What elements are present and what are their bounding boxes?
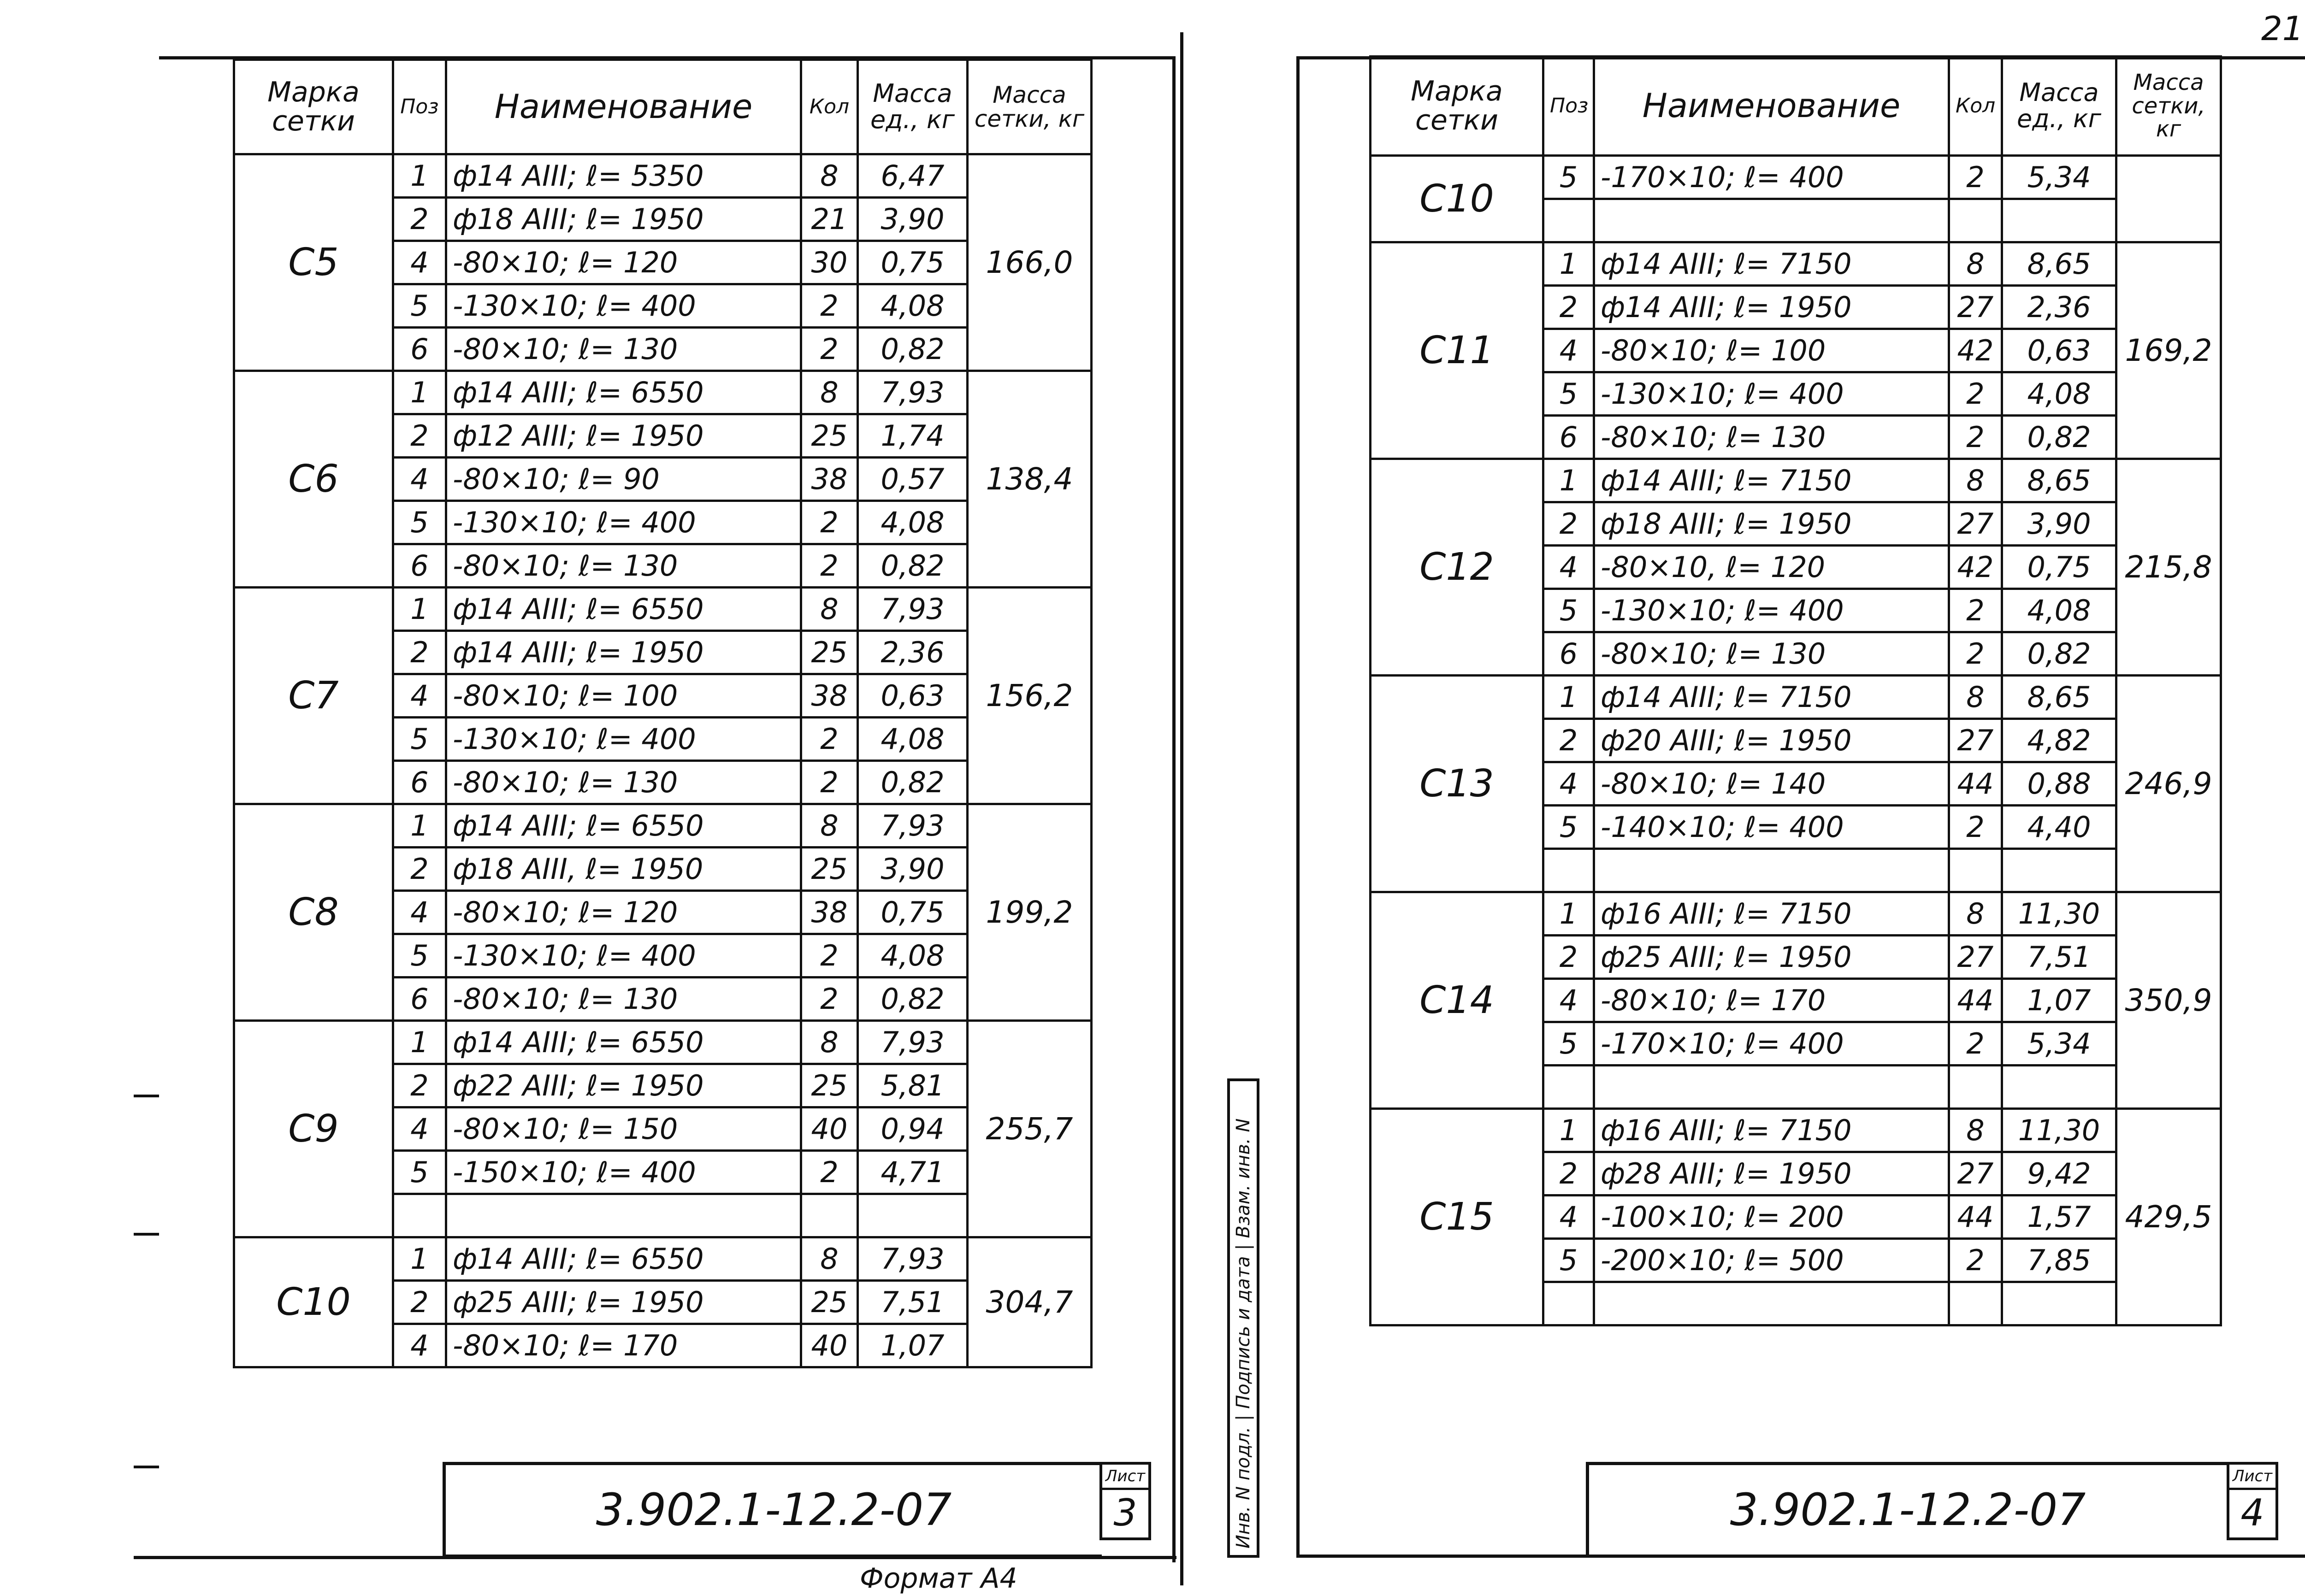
quantity-cell: 25 xyxy=(801,848,858,891)
item-name-cell: ф14 AIII; ℓ= 6550 xyxy=(446,1021,801,1064)
right-sheet-label: Лист xyxy=(2229,1465,2275,1490)
mesh-mass-cell: 156,2 xyxy=(968,588,1092,804)
position-cell: 2 xyxy=(393,1281,446,1324)
left-margin-tick xyxy=(134,1095,159,1097)
quantity-cell: 2 xyxy=(801,718,858,761)
item-name-cell: ф14 AIII; ℓ= 5350 xyxy=(446,154,801,198)
position-cell: 4 xyxy=(1543,762,1594,806)
left-document-code: 3.902.1-12.2-07 xyxy=(596,1484,952,1536)
unit-mass-cell: 7,93 xyxy=(858,371,968,414)
item-name-cell: -150×10; ℓ= 400 xyxy=(446,1151,801,1194)
position-cell: 1 xyxy=(393,804,446,848)
mesh-mark-cell: C8 xyxy=(234,804,393,1021)
quantity-cell: 8 xyxy=(801,804,858,848)
quantity-cell: 44 xyxy=(1949,979,2002,1022)
position-cell: 4 xyxy=(1543,546,1594,589)
quantity-cell: 8 xyxy=(801,588,858,631)
quantity-cell: 8 xyxy=(801,1237,858,1281)
mesh-mass-cell: 215,8 xyxy=(2116,459,2221,676)
mesh-mark-cell: C12 xyxy=(1371,459,1543,676)
position-cell xyxy=(1543,849,1594,892)
unit-mass-cell: 0,88 xyxy=(2002,762,2116,806)
sheet-divider-line xyxy=(1180,32,1183,1585)
mesh-mark-cell: C13 xyxy=(1371,676,1543,892)
table-row xyxy=(1371,676,2221,719)
quantity-cell: 25 xyxy=(801,1281,858,1324)
header-mark: Марка сетки xyxy=(234,60,393,154)
unit-mass-cell: 4,71 xyxy=(858,1151,968,1194)
mesh-mass-cell: 429,5 xyxy=(2116,1109,2221,1325)
left-stamp-block xyxy=(443,1462,1102,1558)
item-name-cell: ф22 AIII; ℓ= 1950 xyxy=(446,1064,801,1107)
position-cell: 1 xyxy=(393,154,446,198)
item-name-cell: -80×10; ℓ= 170 xyxy=(446,1324,801,1367)
position-cell: 5 xyxy=(393,284,446,328)
unit-mass-cell: 1,07 xyxy=(2002,979,2116,1022)
item-name-cell: -80×10; ℓ= 90 xyxy=(446,458,801,501)
unit-mass-cell xyxy=(2002,849,2116,892)
format-note: Формат А4 xyxy=(860,1562,1017,1594)
unit-mass-cell: 4,08 xyxy=(2002,372,2116,416)
mesh-mark-cell: C5 xyxy=(234,154,393,371)
item-name-cell: -80×10; ℓ= 170 xyxy=(1594,979,1949,1022)
header-qty: Кол xyxy=(801,60,858,154)
position-cell: 2 xyxy=(393,198,446,241)
position-cell: 5 xyxy=(393,934,446,978)
quantity-cell: 25 xyxy=(801,414,858,458)
position-cell: 2 xyxy=(1543,936,1594,979)
position-cell xyxy=(1543,1282,1594,1325)
position-cell: 2 xyxy=(1543,502,1594,546)
position-cell: 1 xyxy=(393,1021,446,1064)
header-unit-mass: Масса ед., кг xyxy=(2002,57,2116,156)
left-margin-tick xyxy=(134,1233,159,1236)
item-name-cell: -80×10; ℓ= 130 xyxy=(446,544,801,588)
position-cell: 5 xyxy=(1543,1022,1594,1066)
quantity-cell: 25 xyxy=(801,631,858,674)
quantity-cell xyxy=(1949,1066,2002,1109)
header-unit-mass: Масса ед., кг xyxy=(858,60,968,154)
mesh-mass-cell: 246,9 xyxy=(2116,676,2221,892)
item-name-cell: -80×10; ℓ= 150 xyxy=(446,1107,801,1151)
table-row xyxy=(234,1237,1092,1281)
quantity-cell: 8 xyxy=(1949,892,2002,936)
quantity-cell: 27 xyxy=(1949,502,2002,546)
unit-mass-cell: 1,57 xyxy=(2002,1196,2116,1239)
quantity-cell: 27 xyxy=(1949,719,2002,762)
unit-mass-cell xyxy=(2002,199,2116,242)
mesh-mark-cell: C10 xyxy=(1371,156,1543,242)
quantity-cell: 2 xyxy=(801,328,858,371)
position-cell: 5 xyxy=(393,1151,446,1194)
unit-mass-cell: 8,65 xyxy=(2002,676,2116,719)
table-row xyxy=(234,154,1092,198)
quantity-cell xyxy=(1949,849,2002,892)
item-name-cell: -130×10; ℓ= 400 xyxy=(446,934,801,978)
quantity-cell: 2 xyxy=(801,544,858,588)
header-pos: Поз xyxy=(1543,57,1594,156)
position-cell: 2 xyxy=(393,1064,446,1107)
position-cell: 1 xyxy=(1543,676,1594,719)
left-sheet-number: 3 xyxy=(1113,1491,1137,1534)
unit-mass-cell: 7,93 xyxy=(858,588,968,631)
unit-mass-cell: 4,08 xyxy=(858,284,968,328)
quantity-cell: 8 xyxy=(1949,459,2002,502)
quantity-cell: 2 xyxy=(801,284,858,328)
item-name-cell: -80×10, ℓ= 120 xyxy=(1594,546,1949,589)
item-name-cell: -80×10; ℓ= 130 xyxy=(446,761,801,804)
position-cell: 5 xyxy=(1543,589,1594,632)
unit-mass-cell: 9,42 xyxy=(2002,1152,2116,1196)
quantity-cell: 42 xyxy=(1949,546,2002,589)
mesh-mass-cell: 255,7 xyxy=(968,1021,1092,1237)
unit-mass-cell: 2,36 xyxy=(858,631,968,674)
right-stamp-block xyxy=(1586,1462,2227,1558)
quantity-cell: 2 xyxy=(1949,806,2002,849)
unit-mass-cell: 7,93 xyxy=(858,1237,968,1281)
unit-mass-cell: 11,30 xyxy=(2002,892,2116,936)
position-cell: 6 xyxy=(393,544,446,588)
table-row xyxy=(1371,459,2221,502)
mesh-mass-cell: 166,0 xyxy=(968,154,1092,371)
header-name: Наименование xyxy=(446,60,801,154)
item-name-cell xyxy=(446,1194,801,1237)
unit-mass-cell: 3,90 xyxy=(858,198,968,241)
item-name-cell: ф16 AIII; ℓ= 7150 xyxy=(1594,892,1949,936)
item-name-cell: -100×10; ℓ= 200 xyxy=(1594,1196,1949,1239)
position-cell: 6 xyxy=(393,328,446,371)
mesh-mass-cell: 169,2 xyxy=(2116,242,2221,459)
position-cell: 6 xyxy=(1543,632,1594,676)
position-cell: 2 xyxy=(1543,286,1594,329)
position-cell: 5 xyxy=(1543,372,1594,416)
table-row xyxy=(234,371,1092,414)
unit-mass-cell xyxy=(2002,1066,2116,1109)
position-cell: 2 xyxy=(393,414,446,458)
quantity-cell: 2 xyxy=(1949,1022,2002,1066)
quantity-cell: 2 xyxy=(1949,632,2002,676)
quantity-cell: 2 xyxy=(801,978,858,1021)
table-row xyxy=(1371,156,2221,199)
table-row xyxy=(1371,242,2221,286)
item-name-cell: ф28 AIII; ℓ= 1950 xyxy=(1594,1152,1949,1196)
unit-mass-cell: 7,51 xyxy=(2002,936,2116,979)
unit-mass-cell: 6,47 xyxy=(858,154,968,198)
quantity-cell: 2 xyxy=(1949,156,2002,199)
mesh-mark-cell: C11 xyxy=(1371,242,1543,459)
position-cell xyxy=(393,1194,446,1237)
header-mesh-mass: Масса сетки, кг xyxy=(2116,57,2221,156)
mesh-mark-cell: C7 xyxy=(234,588,393,804)
item-name-cell: -130×10; ℓ= 400 xyxy=(446,718,801,761)
unit-mass-cell xyxy=(2002,1282,2116,1325)
item-name-cell xyxy=(1594,849,1949,892)
unit-mass-cell: 4,08 xyxy=(858,501,968,544)
position-cell: 2 xyxy=(393,848,446,891)
quantity-cell: 21 xyxy=(801,198,858,241)
header-mesh-mass: Масса сетки, кг xyxy=(968,60,1092,154)
table-row xyxy=(1371,892,2221,936)
position-cell: 4 xyxy=(1543,1196,1594,1239)
item-name-cell: ф18 AIII; ℓ= 1950 xyxy=(446,198,801,241)
item-name-cell xyxy=(1594,199,1949,242)
unit-mass-cell: 5,34 xyxy=(2002,156,2116,199)
quantity-cell: 8 xyxy=(1949,242,2002,286)
item-name-cell: -80×10; ℓ= 130 xyxy=(446,328,801,371)
unit-mass-cell: 0,82 xyxy=(858,978,968,1021)
quantity-cell: 8 xyxy=(1949,676,2002,719)
right-sheet-number: 4 xyxy=(2240,1491,2264,1534)
side-stamp-text: Инв. N подл. | Подпись и дата | Взам. инв. N xyxy=(1233,1118,1254,1549)
left-margin-tick xyxy=(134,1466,159,1468)
mesh-mass-cell: 199,2 xyxy=(968,804,1092,1021)
item-name-cell: -130×10; ℓ= 400 xyxy=(446,501,801,544)
mesh-mass-cell: 138,4 xyxy=(968,371,1092,588)
position-cell: 1 xyxy=(393,1237,446,1281)
unit-mass-cell: 3,90 xyxy=(2002,502,2116,546)
item-name-cell: ф16 AIII; ℓ= 7150 xyxy=(1594,1109,1949,1152)
item-name-cell: ф14 AIII; ℓ= 6550 xyxy=(446,371,801,414)
item-name-cell: ф14 AIII; ℓ= 6550 xyxy=(446,588,801,631)
quantity-cell: 44 xyxy=(1949,762,2002,806)
position-cell: 5 xyxy=(1543,156,1594,199)
mesh-mark-cell: C10 xyxy=(234,1237,393,1367)
position-cell: 2 xyxy=(1543,719,1594,762)
table-row xyxy=(234,1021,1092,1064)
unit-mass-cell: 0,82 xyxy=(858,544,968,588)
item-name-cell: -130×10; ℓ= 400 xyxy=(1594,372,1949,416)
unit-mass-cell: 7,93 xyxy=(858,1021,968,1064)
position-cell: 4 xyxy=(393,241,446,284)
item-name-cell: -80×10; ℓ= 120 xyxy=(446,241,801,284)
header-name: Наименование xyxy=(1594,57,1949,156)
unit-mass-cell: 1,07 xyxy=(858,1324,968,1367)
position-cell: 4 xyxy=(393,674,446,718)
unit-mass-cell: 0,82 xyxy=(2002,416,2116,459)
table-row xyxy=(1371,1109,2221,1152)
item-name-cell: -140×10; ℓ= 400 xyxy=(1594,806,1949,849)
quantity-cell: 38 xyxy=(801,674,858,718)
item-name-cell: -80×10; ℓ= 100 xyxy=(1594,329,1949,372)
item-name-cell: -130×10; ℓ= 400 xyxy=(1594,589,1949,632)
unit-mass-cell: 4,82 xyxy=(2002,719,2116,762)
unit-mass-cell: 4,08 xyxy=(2002,589,2116,632)
unit-mass-cell: 0,63 xyxy=(858,674,968,718)
quantity-cell: 25 xyxy=(801,1064,858,1107)
position-cell: 4 xyxy=(393,458,446,501)
quantity-cell: 27 xyxy=(1949,286,2002,329)
position-cell: 5 xyxy=(393,501,446,544)
item-name-cell: ф14 AIII; ℓ= 6550 xyxy=(446,804,801,848)
right-sheet-number-box xyxy=(2227,1462,2278,1540)
mesh-mass-cell: 350,9 xyxy=(2116,892,2221,1109)
header-mark: Марка сетки xyxy=(1371,57,1543,156)
unit-mass-cell: 4,40 xyxy=(2002,806,2116,849)
position-cell: 6 xyxy=(393,978,446,1021)
quantity-cell: 8 xyxy=(1949,1109,2002,1152)
quantity-cell: 2 xyxy=(801,501,858,544)
position-cell: 5 xyxy=(1543,1239,1594,1282)
unit-mass-cell: 7,85 xyxy=(2002,1239,2116,1282)
unit-mass-cell: 7,93 xyxy=(858,804,968,848)
unit-mass-cell: 0,75 xyxy=(858,241,968,284)
position-cell: 1 xyxy=(1543,459,1594,502)
unit-mass-cell: 0,75 xyxy=(858,891,968,934)
quantity-cell: 42 xyxy=(1949,329,2002,372)
left-sheet-number-box xyxy=(1099,1462,1151,1540)
header-qty: Кол xyxy=(1949,57,2002,156)
left-table-body xyxy=(234,154,1092,1367)
position-cell: 1 xyxy=(393,371,446,414)
item-name-cell: ф12 AIII; ℓ= 1950 xyxy=(446,414,801,458)
position-cell: 5 xyxy=(1543,806,1594,849)
position-cell xyxy=(1543,1066,1594,1109)
quantity-cell xyxy=(1949,199,2002,242)
quantity-cell: 40 xyxy=(801,1107,858,1151)
unit-mass-cell: 0,57 xyxy=(858,458,968,501)
item-name-cell: ф20 AIII; ℓ= 1950 xyxy=(1594,719,1949,762)
position-cell: 4 xyxy=(1543,979,1594,1022)
unit-mass-cell: 3,90 xyxy=(858,848,968,891)
item-name-cell: ф14 AIII; ℓ= 7150 xyxy=(1594,459,1949,502)
position-cell: 2 xyxy=(1543,1152,1594,1196)
right-document-code: 3.902.1-12.2-07 xyxy=(1730,1484,2086,1536)
quantity-cell: 2 xyxy=(1949,416,2002,459)
position-cell: 1 xyxy=(1543,242,1594,286)
corner-page-number: 21 xyxy=(2261,9,2304,48)
mesh-mark-cell: C6 xyxy=(234,371,393,588)
quantity-cell: 27 xyxy=(1949,936,2002,979)
quantity-cell: 8 xyxy=(801,1021,858,1064)
item-name-cell: ф25 AIII; ℓ= 1950 xyxy=(1594,936,1949,979)
quantity-cell: 38 xyxy=(801,458,858,501)
item-name-cell: ф14 AIII; ℓ= 6550 xyxy=(446,1237,801,1281)
header-pos: Поз xyxy=(393,60,446,154)
position-cell: 6 xyxy=(393,761,446,804)
unit-mass-cell: 11,30 xyxy=(2002,1109,2116,1152)
quantity-cell: 38 xyxy=(801,891,858,934)
item-name-cell: ф14 AIII; ℓ= 1950 xyxy=(446,631,801,674)
position-cell: 6 xyxy=(1543,416,1594,459)
item-name-cell: ф18 AIII; ℓ= 1950 xyxy=(1594,502,1949,546)
item-name-cell: ф14 AIII; ℓ= 7150 xyxy=(1594,242,1949,286)
unit-mass-cell: 0,75 xyxy=(2002,546,2116,589)
unit-mass-cell: 0,82 xyxy=(858,328,968,371)
item-name-cell: -200×10; ℓ= 500 xyxy=(1594,1239,1949,1282)
position-cell: 4 xyxy=(393,891,446,934)
unit-mass-cell: 1,74 xyxy=(858,414,968,458)
quantity-cell: 30 xyxy=(801,241,858,284)
unit-mass-cell: 4,08 xyxy=(858,934,968,978)
table-row xyxy=(234,804,1092,848)
item-name-cell: -170×10; ℓ= 400 xyxy=(1594,1022,1949,1066)
unit-mass-cell: 5,81 xyxy=(858,1064,968,1107)
item-name-cell: ф25 AIII; ℓ= 1950 xyxy=(446,1281,801,1324)
unit-mass-cell: 2,36 xyxy=(2002,286,2116,329)
unit-mass-cell xyxy=(858,1194,968,1237)
item-name-cell: -80×10; ℓ= 120 xyxy=(446,891,801,934)
position-cell xyxy=(1543,199,1594,242)
mesh-mark-cell: C14 xyxy=(1371,892,1543,1109)
item-name-cell: ф18 AIII, ℓ= 1950 xyxy=(446,848,801,891)
quantity-cell xyxy=(1949,1282,2002,1325)
left-sheet-label: Лист xyxy=(1102,1465,1148,1490)
unit-mass-cell: 8,65 xyxy=(2002,459,2116,502)
right-specification-table xyxy=(1369,55,2222,1326)
item-name-cell: ф14 AIII; ℓ= 1950 xyxy=(1594,286,1949,329)
right-table-body xyxy=(1371,156,2221,1325)
table-row xyxy=(234,588,1092,631)
item-name-cell: -80×10; ℓ= 130 xyxy=(1594,416,1949,459)
quantity-cell: 2 xyxy=(801,1151,858,1194)
quantity-cell: 2 xyxy=(801,934,858,978)
item-name-cell: -170×10; ℓ= 400 xyxy=(1594,156,1949,199)
position-cell: 1 xyxy=(393,588,446,631)
unit-mass-cell: 0,82 xyxy=(2002,632,2116,676)
position-cell: 1 xyxy=(1543,892,1594,936)
quantity-cell: 27 xyxy=(1949,1152,2002,1196)
unit-mass-cell: 5,34 xyxy=(2002,1022,2116,1066)
unit-mass-cell: 0,63 xyxy=(2002,329,2116,372)
mesh-mass-cell: 304,7 xyxy=(968,1237,1092,1367)
quantity-cell: 2 xyxy=(801,761,858,804)
item-name-cell: -80×10; ℓ= 100 xyxy=(446,674,801,718)
item-name-cell: -80×10; ℓ= 140 xyxy=(1594,762,1949,806)
mesh-mass-cell xyxy=(2116,156,2221,242)
position-cell: 4 xyxy=(1543,329,1594,372)
quantity-cell xyxy=(801,1194,858,1237)
position-cell: 4 xyxy=(393,1324,446,1367)
mesh-mark-cell: C9 xyxy=(234,1021,393,1237)
left-specification-table xyxy=(233,59,1093,1368)
item-name-cell xyxy=(1594,1282,1949,1325)
quantity-cell: 2 xyxy=(1949,372,2002,416)
item-name-cell: ф14 AIII; ℓ= 7150 xyxy=(1594,676,1949,719)
unit-mass-cell: 7,51 xyxy=(858,1281,968,1324)
quantity-cell: 40 xyxy=(801,1324,858,1367)
unit-mass-cell: 0,82 xyxy=(858,761,968,804)
unit-mass-cell: 8,65 xyxy=(2002,242,2116,286)
item-name-cell xyxy=(1594,1066,1949,1109)
position-cell: 5 xyxy=(393,718,446,761)
position-cell: 2 xyxy=(393,631,446,674)
quantity-cell: 2 xyxy=(1949,1239,2002,1282)
quantity-cell: 8 xyxy=(801,371,858,414)
quantity-cell: 8 xyxy=(801,154,858,198)
item-name-cell: -80×10; ℓ= 130 xyxy=(446,978,801,1021)
item-name-cell: -130×10; ℓ= 400 xyxy=(446,284,801,328)
mesh-mark-cell: C15 xyxy=(1371,1109,1543,1325)
position-cell: 4 xyxy=(393,1107,446,1151)
item-name-cell: -80×10; ℓ= 130 xyxy=(1594,632,1949,676)
unit-mass-cell: 0,94 xyxy=(858,1107,968,1151)
unit-mass-cell: 4,08 xyxy=(858,718,968,761)
quantity-cell: 2 xyxy=(1949,589,2002,632)
position-cell: 1 xyxy=(1543,1109,1594,1152)
quantity-cell: 44 xyxy=(1949,1196,2002,1239)
